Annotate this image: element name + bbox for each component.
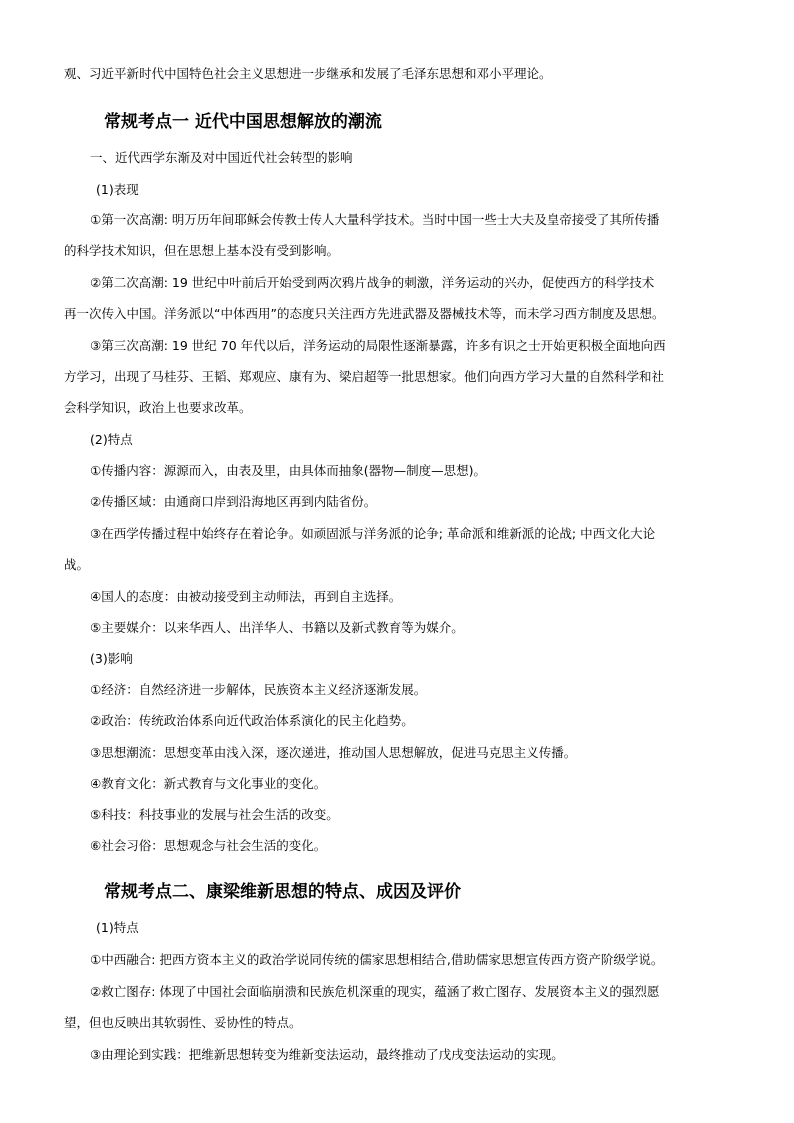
text-line: ②第二次高潮: 19 世纪中叶前后开始受到两次鸦片战争的刺激，洋务运动的兴办，促使西方的科学技术 xyxy=(90,275,655,290)
text-line: ⑤主要媒介：以来华西人、出洋华人、书籍以及新式教育等为媒介。 xyxy=(90,620,464,635)
text-line: 望，但也反映出其软弱性、妥协性的特点。 xyxy=(64,1015,302,1030)
text-line: 方学习，出现了马桂芬、王韬、郑观应、康有为、梁启超等一批思想家。他们向西方学习大量的自然科学和社 xyxy=(64,369,665,384)
text-line: ⑤科技：科技事业的发展与社会生活的改变。 xyxy=(90,807,339,822)
text-line: ④教育文化：新式教育与文化事业的变化。 xyxy=(90,776,327,791)
text-line: ①传播内容：源源而入，由表及里，由具体而抽象(器物—制度—思想)。 xyxy=(90,463,486,478)
text-line: ③思想潮流：思想变革由浅入深，逐次递进，推动国人思想解放，促进马克思主义传播。 xyxy=(90,745,577,760)
subheading-tedian-2: (1)特点 xyxy=(96,920,139,935)
text-line: 会科学知识，政治上也要求改革。 xyxy=(64,400,252,415)
subheading-tedian: (2)特点 xyxy=(90,432,133,447)
text-line: ④国人的态度：由被动接受到主动师法，再到自主选择。 xyxy=(90,589,402,604)
text-line: 战。 xyxy=(64,557,90,572)
text-line: ②救亡图存: 体现了中国社会面临崩溃和民族危机深重的现实，蕴涵了救亡图存、发展资本主义的强烈愿 xyxy=(90,984,660,999)
subheading-yingxiang: (3)影响 xyxy=(90,651,133,666)
text-line: ②传播区域：由通商口岸到沿海地区再到内陆省份。 xyxy=(90,494,377,509)
text-line: 再一次传入中国。洋务派以“中体西用”的态度只关注西方先进武器及器械技术等，而未学习西方制度及思想。 xyxy=(64,306,665,321)
text-line: 观、习近平新时代中国特色社会主义思想进一步继承和发展了毛泽东思想和邓小平理论。 xyxy=(64,66,552,81)
text-line: ②政治：传统政治体系向近代政治体系演化的民主化趋势。 xyxy=(90,713,414,728)
text-line: ⑥社会习俗：思想观念与社会生活的变化。 xyxy=(90,838,327,853)
text-line: ①第一次高潮: 明万历年间耶稣会传教士传人大量科学技术。当时中国一些士大夫及皇帝接受了其所传播 xyxy=(90,212,660,227)
text-line: 的科学技术知识，但在思想上基本没有受到影响。 xyxy=(64,243,340,258)
text-line: ③在西学传播过程中始终存在着论争。如顽固派与洋务派的论争; 革命派和维新派的论战; 中西文化大论 xyxy=(90,526,656,541)
subsection-heading: 一、近代西学东渐及对中国近代社会转型的影响 xyxy=(90,150,353,165)
text-line: ①经济：自然经济进一步解体，民族资本主义经济逐渐发展。 xyxy=(90,682,427,697)
section-heading-2: 常规考点二、康梁维新思想的特点、成因及评价 xyxy=(104,882,461,902)
section-heading-1: 常规考点一 近代中国思想解放的潮流 xyxy=(104,112,382,132)
subheading-biaoxian: (1)表现 xyxy=(96,182,139,197)
text-line: ③由理论到实践：把维新思想转变为维新变法运动，最终推动了戊戌变法运动的实现。 xyxy=(90,1047,564,1062)
text-line: ①中西融合: 把西方资本主义的政治学说同传统的儒家思想相结合,借助儒家思想宣传西方资产阶级学说。 xyxy=(90,952,664,967)
text-line: ③第三次高潮: 19 世纪 70 年代以后，洋务运动的局限性逐渐暴露，许多有识之士开始更积极全面地向西 xyxy=(90,338,666,353)
